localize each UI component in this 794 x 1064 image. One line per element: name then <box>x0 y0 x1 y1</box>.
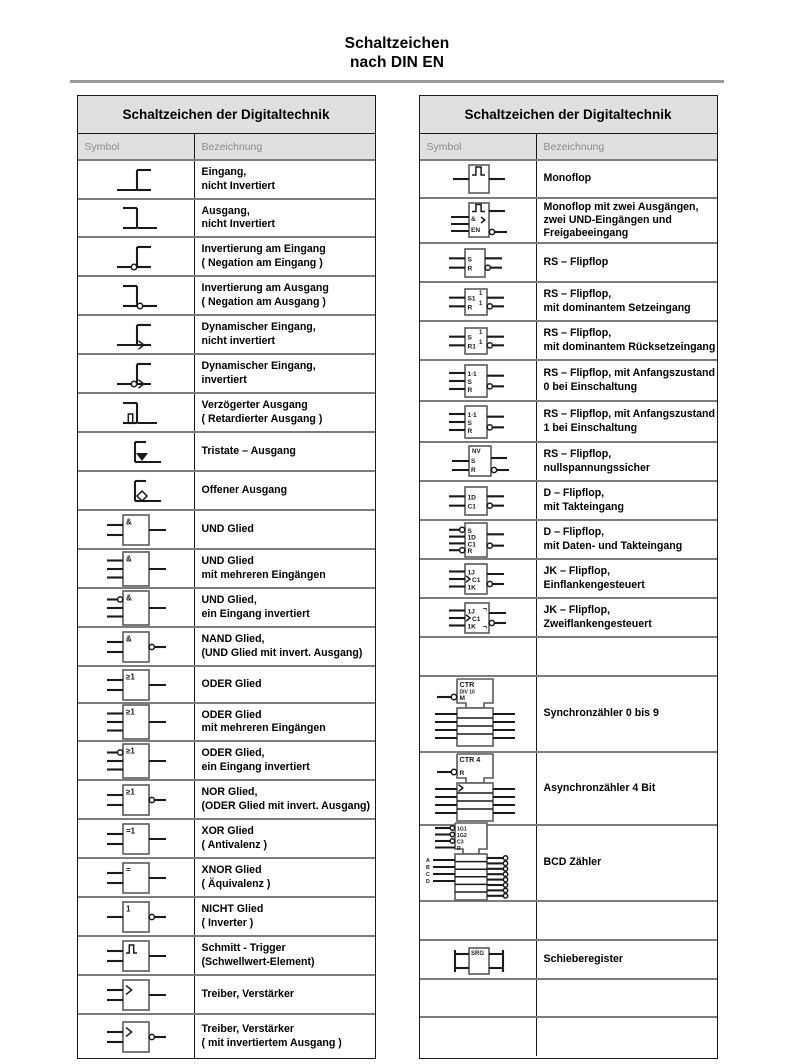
svg-text:≥1: ≥1 <box>125 787 135 796</box>
symbol-cell-monoflop <box>420 161 536 197</box>
svg-text:1G2: 1G2 <box>456 832 467 839</box>
description-cell <box>194 550 375 587</box>
description-line: ODER Glied, <box>201 747 265 760</box>
description-line: UND Glied <box>201 555 254 568</box>
description-line: Monoflop mit zwei Ausgängen, <box>543 200 699 213</box>
symbol-cell-output-inversion <box>78 277 194 314</box>
description-cell <box>194 238 375 275</box>
description-cell <box>194 820 375 857</box>
symbol-cell-or-gate <box>78 667 194 702</box>
symbol-cell-input-inversion <box>78 238 194 275</box>
description-line: nicht Invertiert <box>201 179 276 192</box>
description-line: ( Äquivalenz ) <box>201 877 271 890</box>
description-cell <box>194 781 376 818</box>
description-cell <box>194 472 375 509</box>
description-line: Freigabeeingang <box>543 227 629 240</box>
symbol-cell-or-gate-multi-input <box>78 704 194 740</box>
svg-text:C3: C3 <box>456 839 464 846</box>
symbol-cell-and-gate-multi-input <box>78 550 194 587</box>
description-cell <box>536 941 717 978</box>
symbol-cell-driver-amplifier-inverted <box>78 1015 194 1058</box>
symbol-cell-dynamic-input-non-inverted <box>78 316 194 353</box>
svg-text:C1: C1 <box>467 540 476 548</box>
column-header-symbol: Symbol <box>84 140 120 153</box>
description-cell <box>536 753 717 824</box>
svg-text:R: R <box>467 547 472 555</box>
svg-text:≥1: ≥1 <box>125 746 135 755</box>
svg-text:1: 1 <box>478 329 482 336</box>
svg-text:1J: 1J <box>467 608 475 615</box>
table-row <box>420 941 717 980</box>
description-line: ( Negation am Ausgang ) <box>201 295 326 308</box>
symbol-cell-and-gate <box>78 511 194 548</box>
svg-text:≥1: ≥1 <box>125 672 135 681</box>
description-cell <box>194 859 375 896</box>
description-line: XOR Glied <box>201 825 254 838</box>
table-row <box>420 638 717 677</box>
description-line: 1 bei Einschaltung <box>543 421 638 434</box>
description-line: mit mehreren Eingängen <box>201 568 326 581</box>
table-row <box>78 589 375 628</box>
symbol-cell-rs-flipflop-dominant-set <box>420 283 536 320</box>
table-row <box>78 667 375 704</box>
description-line: Invertierung am Eingang <box>201 243 326 256</box>
symbol-cell-empty <box>420 638 536 675</box>
table-row <box>420 244 717 283</box>
description-cell <box>194 589 375 626</box>
description-line: NOR Glied, <box>201 786 258 799</box>
description-line: ( Inverter ) <box>201 916 254 929</box>
description-cell <box>536 283 717 320</box>
symbol-cell-d-flipflop-data-clock <box>420 521 536 558</box>
table-row <box>78 200 375 238</box>
symbol-cell-or-gate-one-inverted-input <box>78 742 194 779</box>
svg-text:C1: C1 <box>471 615 480 623</box>
description-line: RS – Flipflop, mit Anfangszustand <box>543 408 715 421</box>
description-cell <box>536 638 717 675</box>
symbol-cell-rs-flipflop-dominant-reset <box>420 322 536 359</box>
svg-text:S1: S1 <box>467 295 476 303</box>
symbol-cell-input-non-inverted <box>78 161 194 198</box>
svg-text:1∙1: 1∙1 <box>467 370 477 378</box>
description-line: nullspannungssicher <box>543 461 651 474</box>
symbol-cell-nand-gate <box>78 628 194 665</box>
table-row <box>420 322 717 361</box>
svg-text:&: & <box>125 593 132 602</box>
svg-text:S: S <box>467 378 472 386</box>
title-line-1: Schaltzeichen <box>344 35 450 52</box>
description-line: (UND Glied mit invert. Ausgang) <box>201 646 363 659</box>
table-row <box>78 859 375 898</box>
table-row <box>420 482 717 521</box>
svg-text:1D: 1D <box>467 534 476 542</box>
symbol-cell-rs-flipflop <box>420 244 536 281</box>
svg-text:C1: C1 <box>471 576 480 584</box>
table-heading: Schaltzeichen der Digitaltechnik <box>78 96 375 134</box>
svg-text:&: & <box>125 517 132 526</box>
description-cell <box>536 402 720 441</box>
svg-text:&: & <box>125 634 132 643</box>
svg-text:CTR 4: CTR 4 <box>459 754 480 764</box>
svg-text:S: S <box>467 255 472 263</box>
table-row <box>420 283 717 322</box>
description-line: Monoflop <box>543 172 592 185</box>
svg-text:&: & <box>470 215 476 223</box>
table-row <box>78 820 375 859</box>
svg-text:S: S <box>467 334 472 342</box>
description-cell <box>194 704 375 740</box>
svg-text:1: 1 <box>478 339 482 346</box>
description-line: 0 bei Einschaltung <box>543 380 638 393</box>
description-cell <box>194 316 375 353</box>
description-line: JK – Flipflop, <box>543 565 611 578</box>
description-cell <box>194 628 375 665</box>
svg-text:1: 1 <box>478 300 482 307</box>
description-line: D – Flipflop, <box>543 526 605 539</box>
svg-text:1J: 1J <box>467 569 475 576</box>
description-cell <box>194 511 375 548</box>
svg-text:R: R <box>456 845 461 852</box>
description-line: (ODER Glied mit invert. Ausgang) <box>201 799 371 812</box>
description-cell <box>536 244 717 281</box>
description-cell <box>536 599 717 636</box>
table-row <box>420 443 717 482</box>
title-line-2: nach DIN EN <box>349 54 445 71</box>
description-line: Schieberegister <box>543 952 623 965</box>
table-row <box>78 511 375 550</box>
table-row <box>420 361 717 402</box>
symbol-cell-rs-flipflop-nv <box>420 443 536 480</box>
description-line: mit Daten- und Takteingang <box>543 539 683 552</box>
description-line: zwei UND-Eingängen und <box>543 213 672 226</box>
svg-text:NV: NV <box>471 447 481 455</box>
description-line: nicht Invertiert <box>201 218 276 230</box>
description-cell <box>536 826 717 900</box>
description-line: Asynchronzähler 4 Bit <box>543 781 656 794</box>
description-line: BCD Zähler <box>543 856 602 869</box>
description-line: D – Flipflop, <box>543 487 605 500</box>
svg-text:1: 1 <box>478 290 482 297</box>
symbol-tables-container <box>0 95 794 1059</box>
svg-text:R: R <box>467 265 472 273</box>
description-cell <box>194 394 375 431</box>
description-line: RS – Flipflop, mit Anfangszustand <box>543 367 715 380</box>
description-cell <box>194 161 375 198</box>
description-line: RS – Flipflop <box>543 255 609 268</box>
description-line: Ausgang, <box>201 204 250 217</box>
svg-text:¬: ¬ <box>482 605 487 613</box>
symbol-cell-empty <box>420 1018 536 1056</box>
symbol-cell-and-gate-one-inverted-input <box>78 589 194 626</box>
symbol-cell-not-gate <box>78 898 194 935</box>
description-line: RS – Flipflop, <box>543 448 612 461</box>
description-cell <box>536 677 717 751</box>
svg-text:SRG: SRG <box>470 950 484 957</box>
description-line: ODER Glied <box>201 677 262 690</box>
svg-text:S: S <box>467 419 472 427</box>
symbol-cell-rs-flipflop-initial-0 <box>420 361 536 400</box>
description-line: Dynamischer Eingang, <box>201 321 316 334</box>
svg-text:1K: 1K <box>467 623 476 630</box>
description-line: mit Takteingang <box>543 500 624 513</box>
description-cell <box>194 433 375 470</box>
svg-text:=1: =1 <box>125 826 135 835</box>
table-row <box>420 161 717 199</box>
description-cell <box>194 898 375 935</box>
svg-text:1∙1: 1∙1 <box>467 411 477 419</box>
table-row <box>78 277 375 316</box>
symbol-table-right <box>419 95 718 1059</box>
symbol-cell-monoflop-two-outputs <box>420 199 536 242</box>
description-line: Eingang, <box>201 166 247 179</box>
column-header-description: Bezeichnung <box>194 134 375 159</box>
svg-text:M: M <box>459 695 465 702</box>
description-line: ODER Glied <box>201 708 262 721</box>
symbol-cell-bcd-counter <box>420 826 536 900</box>
symbol-cell-d-flipflop-clock <box>420 482 536 519</box>
table-row <box>420 902 717 941</box>
description-cell <box>194 667 375 702</box>
description-cell <box>536 560 717 597</box>
symbol-cell-empty <box>420 980 536 1016</box>
svg-text:S: S <box>470 457 475 465</box>
table-heading: Schaltzeichen der Digitaltechnik <box>420 96 717 134</box>
description-line: UND Glied <box>201 522 254 535</box>
description-line: NICHT Glied <box>201 903 264 916</box>
description-cell <box>536 902 717 939</box>
table-column-headers <box>420 134 717 161</box>
description-line: Treiber, Verstärker <box>201 987 294 1000</box>
svg-text:1K: 1K <box>467 584 476 591</box>
description-line: Synchronzähler 0 bis 9 <box>543 707 659 720</box>
description-line: nicht invertiert <box>201 334 276 347</box>
description-line: Invertierung am Ausgang <box>201 282 329 295</box>
symbol-table-left <box>77 95 376 1059</box>
description-cell <box>536 443 717 480</box>
symbol-cell-jk-flipflop-single-edge <box>420 560 536 597</box>
symbol-cell-driver-amplifier <box>78 976 194 1013</box>
symbol-cell-rs-flipflop-initial-1 <box>420 402 536 441</box>
table-row <box>78 433 375 472</box>
symbol-cell-delayed-output <box>78 394 194 431</box>
svg-text:1D: 1D <box>467 493 476 501</box>
description-line: mit dominantem Setzeingang <box>543 301 691 314</box>
svg-text:CTR: CTR <box>459 680 474 689</box>
svg-text:DIV 10: DIV 10 <box>459 689 475 696</box>
table-row <box>78 316 375 355</box>
svg-text:1G1: 1G1 <box>456 826 467 833</box>
table-row <box>78 472 375 511</box>
svg-text:S: S <box>467 527 472 535</box>
description-line: ( Antivalenz ) <box>201 838 268 851</box>
table-row <box>420 980 717 1018</box>
description-line: Treiber, Verstärker <box>201 1023 294 1036</box>
description-line: ( Retardierter Ausgang ) <box>201 412 323 425</box>
table-row <box>78 742 375 781</box>
table-row <box>78 937 375 976</box>
symbol-cell-empty <box>420 902 536 939</box>
table-row <box>78 1015 375 1058</box>
table-row <box>420 753 717 826</box>
description-line: ( mit invertiertem Ausgang ) <box>201 1036 342 1049</box>
table-row <box>78 355 375 394</box>
svg-text:=: = <box>125 865 131 874</box>
symbol-cell-output-non-inverted <box>78 200 194 236</box>
symbol-cell-schmitt-trigger <box>78 937 194 974</box>
title-divider <box>70 80 724 83</box>
description-cell <box>536 199 717 242</box>
svg-text:D: D <box>425 879 430 886</box>
description-cell <box>194 355 375 392</box>
table-row <box>78 704 375 742</box>
description-line: JK – Flipflop, <box>543 604 611 617</box>
description-line: RS – Flipflop, <box>543 327 612 340</box>
column-header-description: Bezeichnung <box>536 134 717 159</box>
description-line: mit mehreren Eingängen <box>201 722 326 734</box>
description-line: NAND Glied, <box>201 633 265 646</box>
description-cell <box>536 161 717 197</box>
description-cell <box>194 200 375 236</box>
description-line: Zweiflankengesteuert <box>543 617 652 630</box>
description-line: Dynamischer Eingang, <box>201 360 316 373</box>
table-row <box>78 976 375 1015</box>
table-row <box>420 402 717 443</box>
description-cell <box>194 976 375 1013</box>
table-row <box>420 521 717 560</box>
table-row <box>420 599 717 638</box>
symbol-cell-shift-register <box>420 941 536 978</box>
description-cell <box>536 482 717 519</box>
table-row <box>420 677 717 753</box>
description-cell <box>536 980 717 1016</box>
symbol-cell-open-output <box>78 472 194 509</box>
description-cell <box>536 521 717 558</box>
svg-text:B: B <box>425 865 430 872</box>
description-line: ( Negation am Eingang ) <box>201 256 323 269</box>
svg-text:R: R <box>467 427 472 435</box>
description-cell <box>194 937 375 974</box>
symbol-cell-asynchronous-counter <box>420 753 536 824</box>
description-cell <box>194 1015 375 1058</box>
description-line: Schmitt - Trigger <box>201 942 286 955</box>
svg-text:A: A <box>425 858 430 865</box>
description-cell <box>536 1018 717 1056</box>
svg-text:C1: C1 <box>467 503 476 511</box>
svg-text:1: 1 <box>125 904 130 913</box>
description-line: invertiert <box>201 373 247 386</box>
table-row <box>420 199 717 244</box>
table-row <box>420 560 717 599</box>
table-row <box>78 898 375 937</box>
symbol-cell-xor-gate <box>78 820 194 857</box>
table-row <box>78 550 375 589</box>
symbol-cell-tristate-output <box>78 433 194 470</box>
page-title <box>0 0 794 83</box>
symbol-cell-jk-flipflop-dual-edge <box>420 599 536 636</box>
description-line: ein Eingang invertiert <box>201 760 310 773</box>
table-row <box>78 781 375 820</box>
svg-text:R: R <box>467 386 472 394</box>
symbol-cell-dynamic-input-inverted <box>78 355 194 392</box>
symbol-cell-synchronous-counter <box>420 677 536 751</box>
svg-text:¬: ¬ <box>482 623 487 631</box>
svg-text:EN: EN <box>470 226 480 234</box>
description-line: Tristate – Ausgang <box>201 444 296 457</box>
svg-text:R: R <box>470 466 476 474</box>
description-cell <box>536 361 720 400</box>
table-row <box>420 826 717 902</box>
description-line: ein Eingang invertiert <box>201 607 310 620</box>
description-line: Einflankengesteuert <box>543 578 645 591</box>
svg-text:≥1: ≥1 <box>125 707 135 717</box>
description-line: Offener Ausgang <box>201 483 288 496</box>
svg-text:R: R <box>467 303 472 311</box>
column-header-symbol: Symbol <box>426 140 462 153</box>
svg-text:R: R <box>459 769 464 777</box>
description-cell <box>194 277 375 314</box>
table-column-headers <box>78 134 375 161</box>
table-row <box>78 161 375 200</box>
description-cell <box>194 742 375 779</box>
description-line: XNOR Glied <box>201 864 262 877</box>
table-row <box>78 628 375 667</box>
table-row <box>78 394 375 433</box>
svg-text:&: & <box>125 554 132 563</box>
svg-text:R1: R1 <box>467 342 476 350</box>
symbol-cell-nor-gate <box>78 781 194 818</box>
description-line: (Schwellwert-Element) <box>201 955 315 968</box>
description-line: mit dominantem Rücksetzeingang <box>543 340 716 353</box>
description-line: Verzögerter Ausgang <box>201 399 308 412</box>
description-line: RS – Flipflop, <box>543 288 612 301</box>
description-line: UND Glied, <box>201 594 257 607</box>
svg-text:C: C <box>425 872 430 879</box>
symbol-cell-xnor-gate <box>78 859 194 896</box>
table-row <box>420 1018 717 1056</box>
description-cell <box>536 322 721 359</box>
table-row <box>78 238 375 277</box>
